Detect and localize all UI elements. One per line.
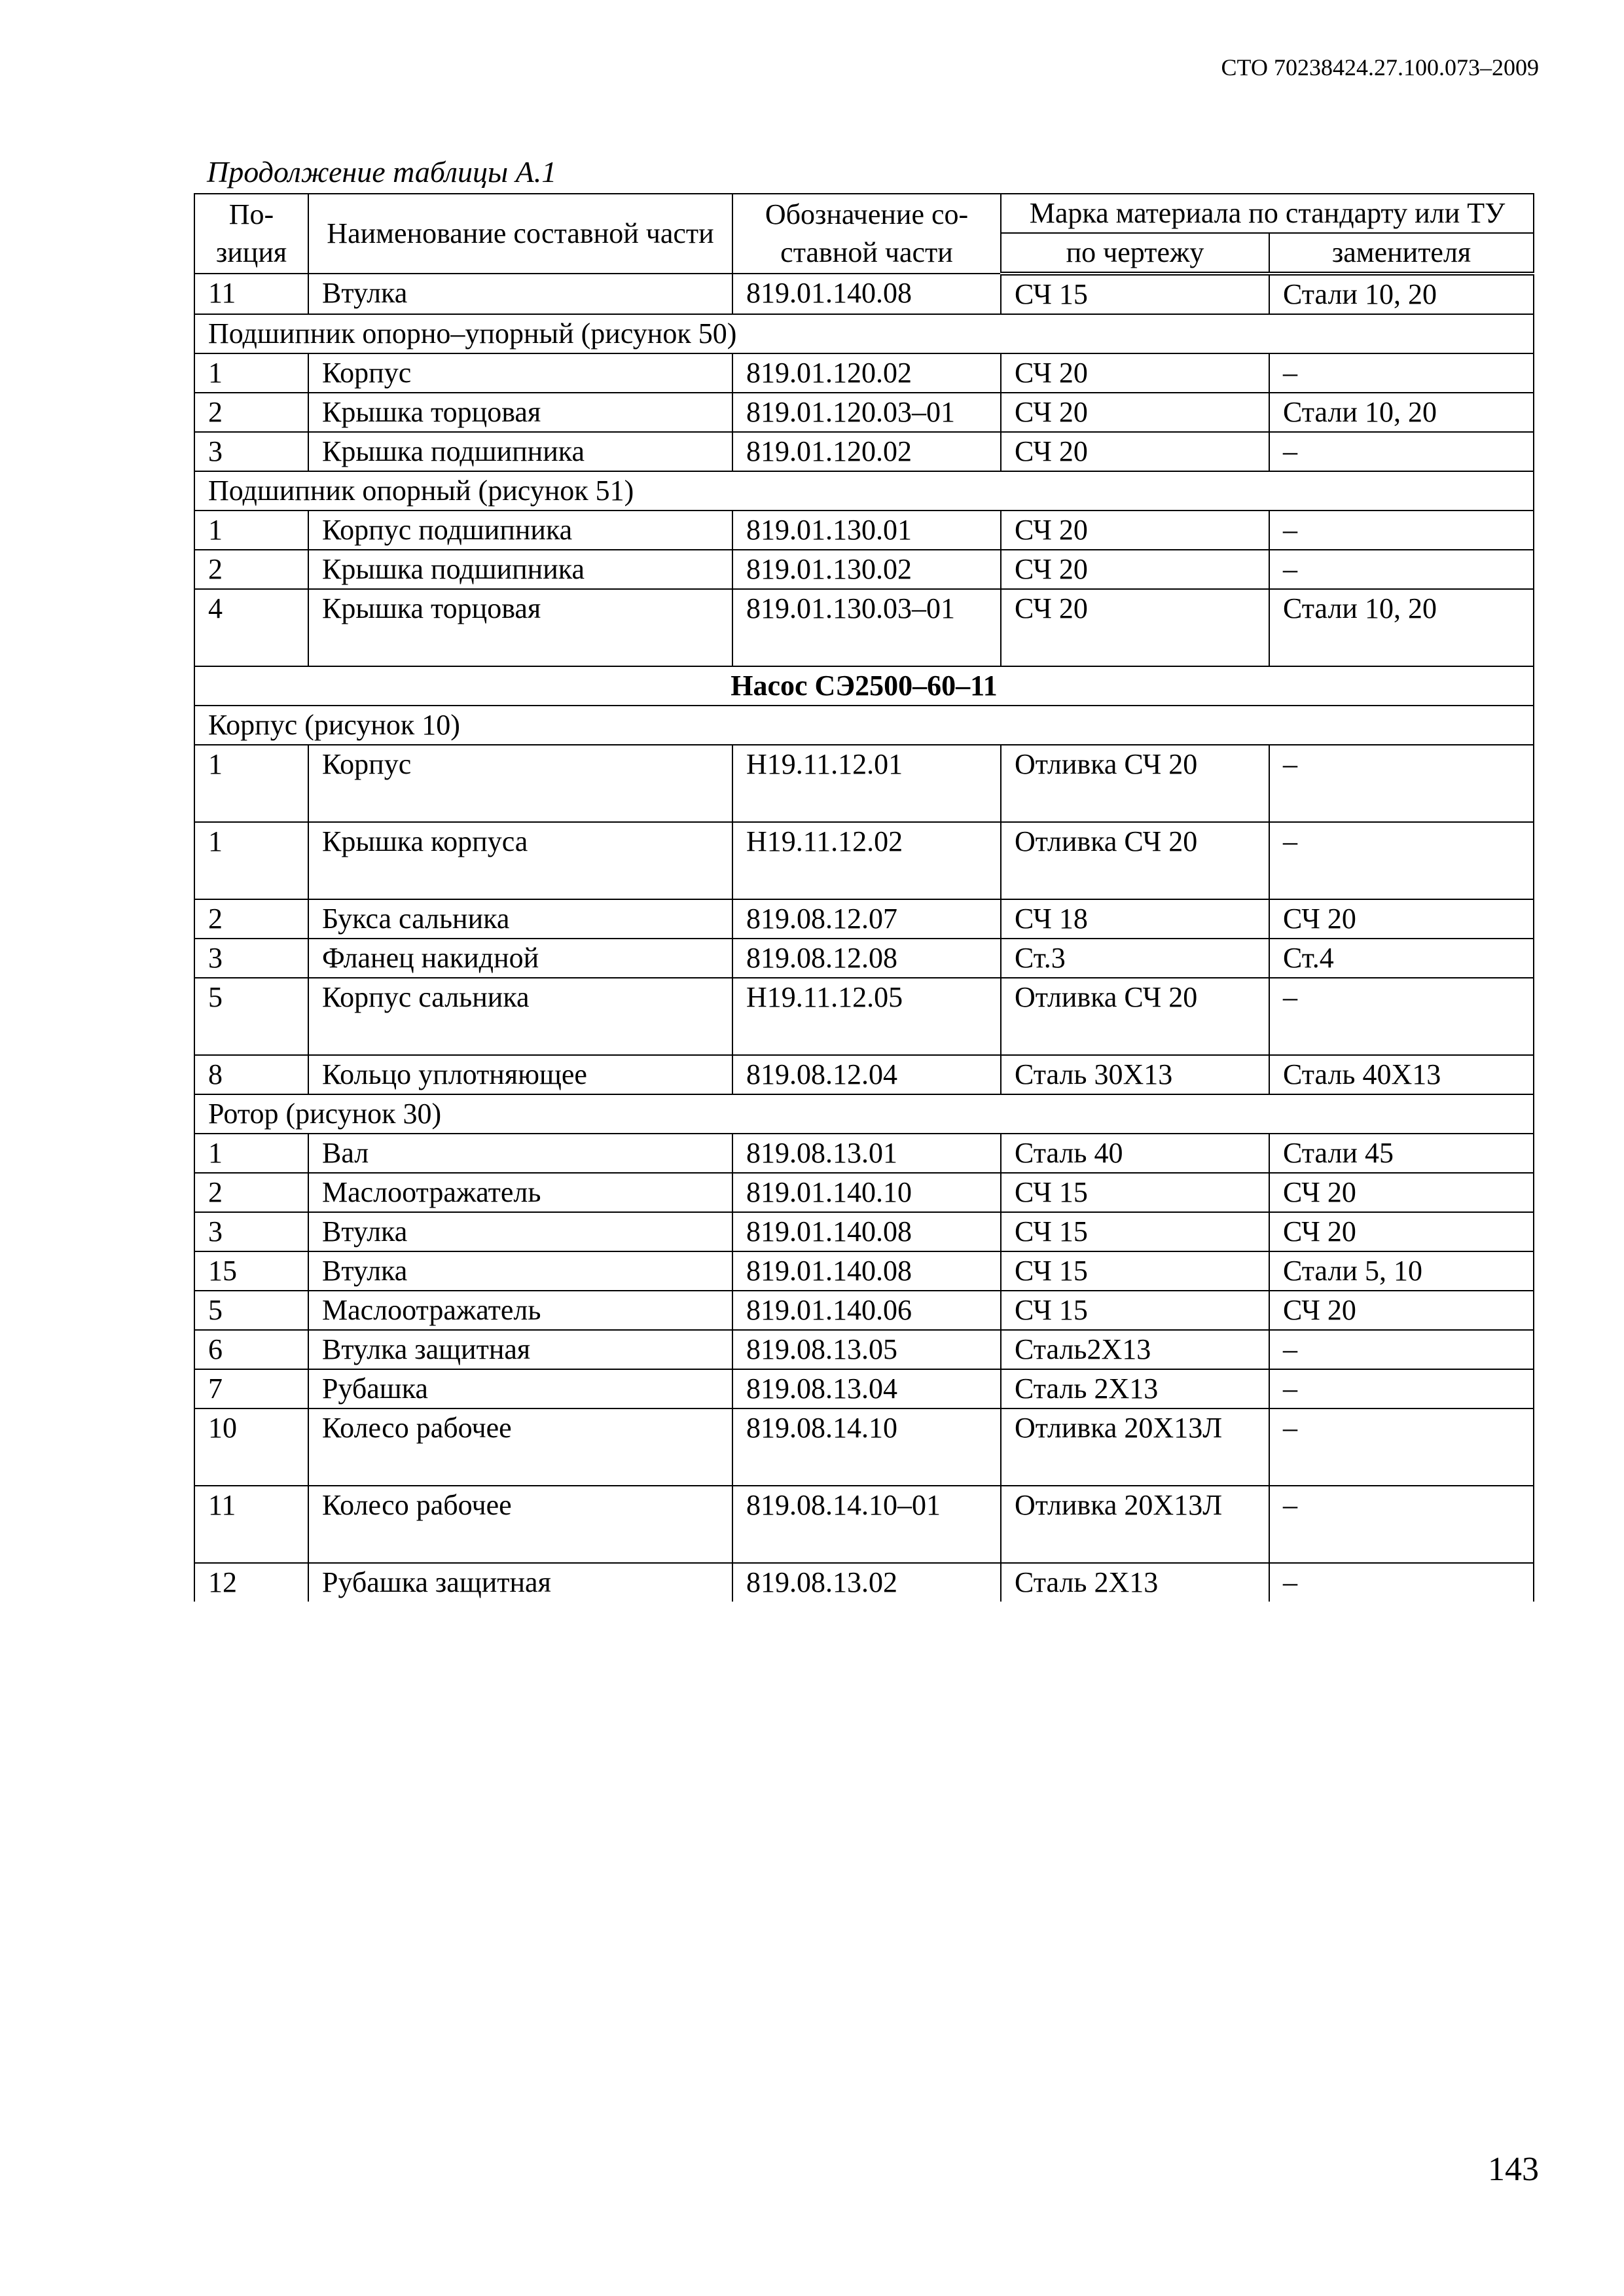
cell-name: Крышка корпуса	[308, 822, 732, 899]
header-by-drawing: по чертежу	[1001, 233, 1269, 274]
cell-position: 1	[194, 353, 308, 393]
table-row	[194, 1408, 1534, 1486]
cell-material-substitute: СЧ 20	[1269, 1212, 1534, 1251]
cell-position: 3	[194, 939, 308, 978]
header-designation: Обозначение со-ставной части	[732, 194, 1001, 274]
section-title: Насос СЭ2500–60–11	[194, 666, 1534, 706]
table-caption: Продолжение таблицы А.1	[207, 155, 557, 188]
group-title: Подшипник опорно–упорный (рисунок 50)	[194, 314, 1534, 353]
cell-material-substitute: –	[1269, 1486, 1534, 1563]
cell-name: Кольцо уплотняющее	[308, 1055, 732, 1094]
cell-position: 4	[194, 589, 308, 666]
cell-name: Колесо рабочее	[308, 1486, 732, 1563]
cell-designation: 819.01.130.01	[732, 511, 1001, 550]
table-header	[194, 194, 1534, 274]
cell-position: 1	[194, 511, 308, 550]
cell-designation: 819.01.140.08	[732, 1251, 1001, 1291]
cell-position: 3	[194, 1212, 308, 1251]
cell-position: 3	[194, 432, 308, 471]
header-name: Наименование составной части	[308, 194, 732, 274]
header-substitute: заменителя	[1269, 233, 1534, 274]
cell-material-drawing: Отливка СЧ 20	[1001, 745, 1269, 822]
cell-material-substitute: –	[1269, 511, 1534, 550]
cell-name: Корпус подшипника	[308, 511, 732, 550]
table-row	[194, 1369, 1534, 1408]
cell-designation: 819.01.130.03–01	[732, 589, 1001, 666]
cell-position: 10	[194, 1408, 308, 1486]
table-body	[194, 274, 1534, 1602]
cell-designation: 819.08.12.07	[732, 899, 1001, 939]
table-row	[194, 511, 1534, 550]
cell-name: Фланец накидной	[308, 939, 732, 978]
cell-material-drawing: СЧ 20	[1001, 589, 1269, 666]
group-title: Ротор (рисунок 30)	[194, 1094, 1534, 1134]
group-row	[194, 471, 1534, 511]
table-row	[194, 1173, 1534, 1212]
table-row	[194, 393, 1534, 432]
table-row	[194, 1291, 1534, 1330]
cell-material-drawing: СЧ 20	[1001, 353, 1269, 393]
cell-material-substitute: СЧ 20	[1269, 1173, 1534, 1212]
cell-position: 1	[194, 1134, 308, 1173]
group-title: Корпус (рисунок 10)	[194, 706, 1534, 745]
cell-material-drawing: СЧ 20	[1001, 550, 1269, 589]
table-row	[194, 822, 1534, 899]
cell-designation: Н19.11.12.02	[732, 822, 1001, 899]
cell-designation: 819.08.13.01	[732, 1134, 1001, 1173]
cell-material-substitute: Стали 5, 10	[1269, 1251, 1534, 1291]
cell-material-drawing: Ст.3	[1001, 939, 1269, 978]
cell-position: 2	[194, 393, 308, 432]
cell-name: Крышка подшипника	[308, 550, 732, 589]
cell-designation: 819.08.13.05	[732, 1330, 1001, 1369]
cell-material-substitute: Стали 10, 20	[1269, 393, 1534, 432]
cell-name: Маслоотражатель	[308, 1173, 732, 1212]
cell-material-substitute: Стали 45	[1269, 1134, 1534, 1173]
cell-name: Крышка торцовая	[308, 393, 732, 432]
cell-material-drawing: СЧ 20	[1001, 432, 1269, 471]
cell-material-drawing: Отливка 20Х13Л	[1001, 1408, 1269, 1486]
cell-designation: 819.08.13.04	[732, 1369, 1001, 1408]
cell-material-drawing: СЧ 15	[1001, 1212, 1269, 1251]
cell-material-drawing: Сталь 2Х13	[1001, 1563, 1269, 1602]
cell-position: 15	[194, 1251, 308, 1291]
cell-position: 6	[194, 1330, 308, 1369]
table-row	[194, 1212, 1534, 1251]
table-row	[194, 1055, 1534, 1094]
cell-position: 5	[194, 1291, 308, 1330]
cell-designation: 819.01.120.02	[732, 432, 1001, 471]
table-row	[194, 353, 1534, 393]
cell-material-substitute: –	[1269, 822, 1534, 899]
cell-position: 2	[194, 1173, 308, 1212]
cell-designation: 819.08.13.02	[732, 1563, 1001, 1602]
cell-designation: 819.01.140.08	[732, 1212, 1001, 1251]
table-row	[194, 1251, 1534, 1291]
cell-material-substitute: –	[1269, 1369, 1534, 1408]
cell-position: 2	[194, 899, 308, 939]
cell-material-drawing: СЧ 15	[1001, 1173, 1269, 1212]
cell-material-drawing: СЧ 15	[1001, 274, 1269, 314]
cell-name: Колесо рабочее	[308, 1408, 732, 1486]
cell-material-drawing: Отливка 20Х13Л	[1001, 1486, 1269, 1563]
cell-material-substitute: Стали 10, 20	[1269, 589, 1534, 666]
cell-material-drawing: СЧ 20	[1001, 393, 1269, 432]
table-row	[194, 589, 1534, 666]
cell-material-drawing: Отливка СЧ 20	[1001, 978, 1269, 1055]
cell-material-substitute: Сталь 40Х13	[1269, 1055, 1534, 1094]
cell-material-drawing: Сталь2Х13	[1001, 1330, 1269, 1369]
cell-material-substitute: СЧ 20	[1269, 1291, 1534, 1330]
cell-position: 2	[194, 550, 308, 589]
cell-name: Рубашка	[308, 1369, 732, 1408]
cell-designation: 819.01.140.10	[732, 1173, 1001, 1212]
cell-position: 5	[194, 978, 308, 1055]
cell-material-substitute: Ст.4	[1269, 939, 1534, 978]
cell-position: 11	[194, 1486, 308, 1563]
cell-name: Букса сальника	[308, 899, 732, 939]
cell-material-substitute: –	[1269, 978, 1534, 1055]
cell-designation: Н19.11.12.05	[732, 978, 1001, 1055]
cell-name: Втулка защитная	[308, 1330, 732, 1369]
cell-designation: 819.08.12.08	[732, 939, 1001, 978]
cell-position: 11	[194, 274, 308, 314]
group-row	[194, 314, 1534, 353]
cell-designation: 819.08.12.04	[732, 1055, 1001, 1094]
cell-material-substitute: –	[1269, 1563, 1534, 1602]
cell-material-drawing: Сталь 2Х13	[1001, 1369, 1269, 1408]
cell-name: Втулка	[308, 1251, 732, 1291]
cell-designation: 819.01.140.06	[732, 1291, 1001, 1330]
cell-material-substitute: Стали 10, 20	[1269, 274, 1534, 314]
cell-name: Корпус	[308, 353, 732, 393]
cell-position: 1	[194, 745, 308, 822]
header-position: По-зиция	[194, 194, 308, 274]
cell-name: Крышка подшипника	[308, 432, 732, 471]
table-row	[194, 899, 1534, 939]
cell-position: 1	[194, 822, 308, 899]
cell-material-drawing: Сталь 40	[1001, 1134, 1269, 1173]
cell-name: Маслоотражатель	[308, 1291, 732, 1330]
cell-material-substitute: –	[1269, 1408, 1534, 1486]
parts-material-table	[194, 193, 1534, 1602]
cell-name: Рубашка защитная	[308, 1563, 732, 1602]
table-row	[194, 745, 1534, 822]
cell-designation: 819.01.120.02	[732, 353, 1001, 393]
table-row	[194, 274, 1534, 314]
cell-material-substitute: –	[1269, 432, 1534, 471]
table-row	[194, 550, 1534, 589]
cell-designation: 819.01.120.03–01	[732, 393, 1001, 432]
cell-name: Втулка	[308, 1212, 732, 1251]
cell-material-drawing: СЧ 15	[1001, 1251, 1269, 1291]
table-row	[194, 978, 1534, 1055]
table-row	[194, 939, 1534, 978]
cell-name: Втулка	[308, 274, 732, 314]
section-row	[194, 666, 1534, 706]
cell-material-drawing: Сталь 30Х13	[1001, 1055, 1269, 1094]
group-row	[194, 1094, 1534, 1134]
cell-material-drawing: Отливка СЧ 20	[1001, 822, 1269, 899]
cell-material-substitute: –	[1269, 550, 1534, 589]
cell-name: Вал	[308, 1134, 732, 1173]
cell-designation: 819.08.14.10	[732, 1408, 1001, 1486]
cell-material-drawing: СЧ 15	[1001, 1291, 1269, 1330]
table-row	[194, 1134, 1534, 1173]
cell-position: 7	[194, 1369, 308, 1408]
cell-material-substitute: –	[1269, 1330, 1534, 1369]
page-number: 143	[1488, 2151, 1539, 2188]
cell-designation: 819.01.140.08	[732, 274, 1001, 314]
cell-designation: 819.08.14.10–01	[732, 1486, 1001, 1563]
document-code: СТО 70238424.27.100.073–2009	[1221, 54, 1539, 81]
cell-designation: 819.01.130.02	[732, 550, 1001, 589]
cell-material-substitute: –	[1269, 745, 1534, 822]
cell-name: Корпус сальника	[308, 978, 732, 1055]
table-row	[194, 1486, 1534, 1563]
header-material: Марка материала по стандарту или ТУ	[1001, 194, 1534, 233]
cell-name: Корпус	[308, 745, 732, 822]
cell-designation: Н19.11.12.01	[732, 745, 1001, 822]
cell-material-substitute: СЧ 20	[1269, 899, 1534, 939]
cell-material-drawing: СЧ 18	[1001, 899, 1269, 939]
table-row	[194, 432, 1534, 471]
table-row	[194, 1330, 1534, 1369]
cell-position: 12	[194, 1563, 308, 1602]
group-title: Подшипник опорный (рисунок 51)	[194, 471, 1534, 511]
cell-name: Крышка торцовая	[308, 589, 732, 666]
cell-material-drawing: СЧ 20	[1001, 511, 1269, 550]
cell-position: 8	[194, 1055, 308, 1094]
group-row	[194, 706, 1534, 745]
cell-material-substitute: –	[1269, 353, 1534, 393]
table-row	[194, 1563, 1534, 1602]
